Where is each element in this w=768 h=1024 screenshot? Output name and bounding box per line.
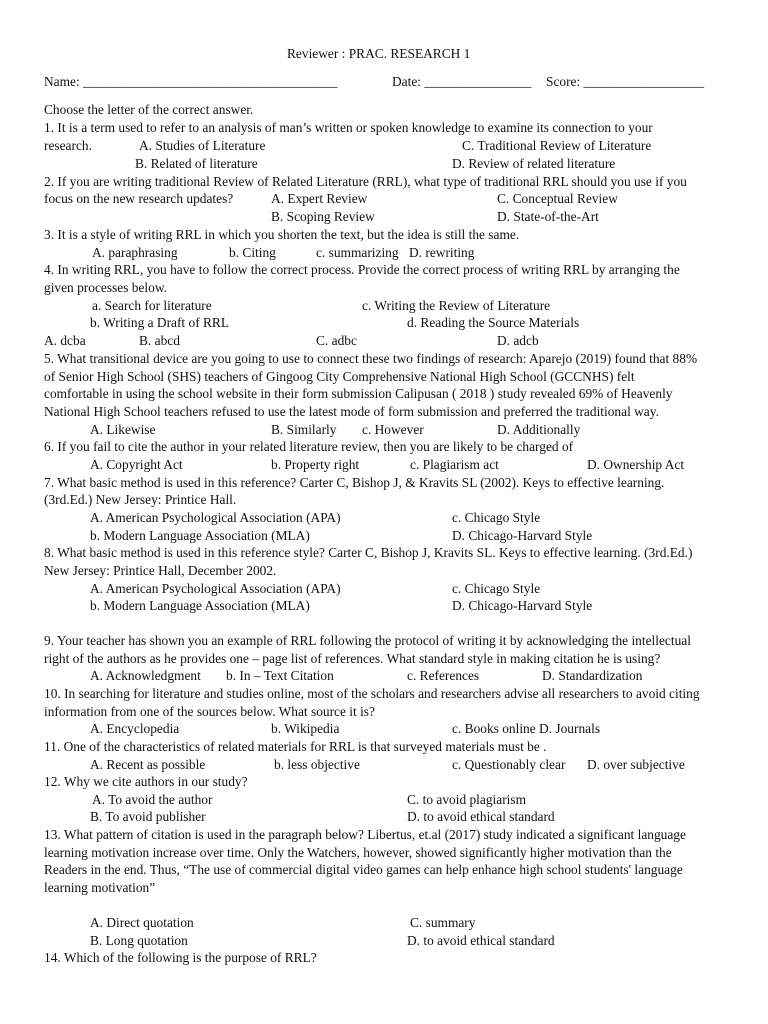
choice-d: D. Standardization: [542, 668, 643, 683]
reviewer-page: Reviewer : PRAC. RESEARCH 1 Name: ______________________________________ Date: ________________ Score: __________________ Choose the letter of the correct answer. 1. It is a term used to refer to an analysis of man’s written or spoken knowledge to examine its connection to your research. A. Studies of Literature C. Traditional Review of Literature B. Related of literature D. Review of related literature 2. If you are writing traditional Review of Related Literature (RRL), what type of traditional RRL should you use if you focus on the new research updates? A. Expert Review C. Conceptual Review B. Scoping Review D. State-of-the-Art 3. It is a style of writing RRL in which you shorten the text, but the idea is still the same. A. paraphrasing b. Citing c. summarizing D. rewriting 4. In writing RRL, you have to follow the correct process. Provide the correct process of writing RRL by arranging the given processes below. a. Search for literature c. Writing the Review of Literature b. Writing a Draft of RRL d. Reading the Source Materials A. dcba B. abcd C. adbc D. adcb 5. What transitional device are you going to use to connect these two findings of research: Aparejo (2019) found that 88% of Senior High School (SHS) teachers of Gingoog City Comprehensive National High School (GCCNHS) felt comfortable in using the school website in their form submission Calipusan ( 2018 ) study revealed 69% of Heavenly National High School teachers refused to use the latest mode of form submission and preferred the traditional way. A. Likewise B. Similarly c. However D. Additionally 6. If you fail to cite the author in your related literature review, then you are likely to be charged of A. Copyright Act b. Property right c. Plagiarism act D. Ownership Act 7. What basic method is used in this reference? Carter C, Bishop J, & Kravits SL (2002). Keys to effective learning. (3rd.Ed.) New Jersey: Printice Hall. A. American Psychological Association (APA) c. Chicago Style b. Modern Language Association (MLA) D. Chicago-Harvard Style 8. What basic method is used in this reference style? Carter C, Bishop J, Kravits SL. Keys to effective learning. (3rd.Ed.) New Jersey: Printice Hall, December 2002. A. American Psychological Association (APA) c. Chicago Style b. Modern Language Association (MLA) D. Chicago-Harvard Style 9. Your teacher has shown you an example of RRL following the protocol of writing it by acknowledging the intellectual right of the authors as he provides one – page list of references. What standard style in making citation he is using? A. Acknowledgment b. In – Text Citation c. References D. Standardization 10. In searching for literature and studies online, most of the scholars and researchers advise all researchers to avoid citing information from one of the sources below. What source it is? A. Encyclopedia b. Wikipedia c. Books online D. Journals 11. One of the characteristics of related materials for RRL is that surveyed materials must be . A. Recent as possible b. less objective c. Questionably clear D. over subjective 12. Why we cite authors in our study? A. To avoid the author C. to avoid plagiarism B. To avoid publisher D. to avoid ethical standard 13. What pattern of citation is used in the paragraph below? Libertus, et.al (2017) study indicated a significant language learning motivation increase over time. Only the Watchers, however, showed significantly higher motivation than the Readers in the end. Thus, “The use of commercial digital video games can help enhance high school students' language learning motivation” A. Direct quotation C. summary B. Long quotation D. to avoid ethical standard 14. Which of the following is the purpose of RRL?: [44, 46, 705, 965]
choice-b: b. less objective: [274, 757, 360, 772]
choice-a: A. American Psychological Association (APA): [90, 510, 341, 525]
choice-c: c. Questionably clear: [452, 757, 566, 772]
choice-b: B. Related of literature: [135, 156, 258, 171]
choice-c: c. References: [407, 668, 480, 683]
choice-c: c. Chicago Style: [452, 581, 541, 596]
choice-b: b. Modern Language Association (MLA): [90, 528, 310, 543]
choice-c: C. to avoid plagiarism: [407, 792, 527, 807]
choice-a: A. dcba: [44, 333, 86, 348]
choice-b: b. Citing: [229, 245, 276, 260]
choice-a: A. Encyclopedia: [90, 721, 180, 736]
date-field: Date: ________________: [392, 74, 532, 89]
choice-d: D. to avoid ethical standard: [407, 809, 555, 824]
choice-d: D. to avoid ethical standard: [407, 933, 555, 948]
choice-a: A. Expert Review: [271, 191, 368, 206]
choice-d: D. Chicago-Harvard Style: [452, 528, 593, 543]
choice-b: B. To avoid publisher: [90, 809, 206, 824]
choice-d: D. Chicago-Harvard Style: [452, 598, 593, 613]
choice-a: A. Acknowledgment: [90, 668, 201, 683]
choice-d: D. rewriting: [409, 245, 475, 260]
choice-d: D. Review of related literature: [452, 156, 616, 171]
choice-c: C. summary: [410, 915, 476, 930]
choice-b: B. Scoping Review: [271, 209, 375, 224]
choice-b: B. Similarly: [271, 422, 337, 437]
choice-b: B. Long quotation: [90, 933, 188, 948]
choice-b: b. Modern Language Association (MLA): [90, 598, 310, 613]
choice-a: A. Copyright Act: [90, 457, 183, 472]
choice-c: c. Books online D. Journals: [452, 721, 601, 736]
choice-a: A. American Psychological Association (APA): [90, 581, 341, 596]
choice-d: D. Additionally: [497, 422, 581, 437]
choice-c: C. Traditional Review of Literature: [462, 138, 652, 153]
choice-a: A. Recent as possible: [90, 757, 206, 772]
choice-b: b. In – Text Citation: [226, 668, 334, 683]
name-field: Name: ______________________________________: [44, 74, 338, 89]
choice-a: A. Likewise: [90, 422, 156, 437]
page-title: Reviewer : PRAC. RESEARCH 1: [287, 46, 471, 61]
choice-c: C. adbc: [316, 333, 357, 348]
choice-b: b. Wikipedia: [271, 721, 340, 736]
choice-a: A. To avoid the author: [92, 792, 213, 807]
choice-b: b. Property right: [271, 457, 360, 472]
choice-c: c. summarizing: [316, 245, 399, 260]
choice-d: D. State-of-the-Art: [497, 209, 599, 224]
choice-d: D. adcb: [497, 333, 539, 348]
score-field: Score: __________________: [546, 74, 705, 89]
choice-a: A. Direct quotation: [90, 915, 194, 930]
choice-b: B. abcd: [139, 333, 180, 348]
choice-c: c. However: [362, 422, 424, 437]
choice-d: D. over subjective: [587, 757, 685, 772]
choice-d: D. Ownership Act: [587, 457, 685, 472]
choice-c: c. Chicago Style: [452, 510, 541, 525]
choice-a: A. Studies of Literature: [139, 138, 266, 153]
choice-a: A. paraphrasing: [92, 245, 178, 260]
choice-c: c. Plagiarism act: [410, 457, 499, 472]
choice-c: C. Conceptual Review: [497, 191, 618, 206]
